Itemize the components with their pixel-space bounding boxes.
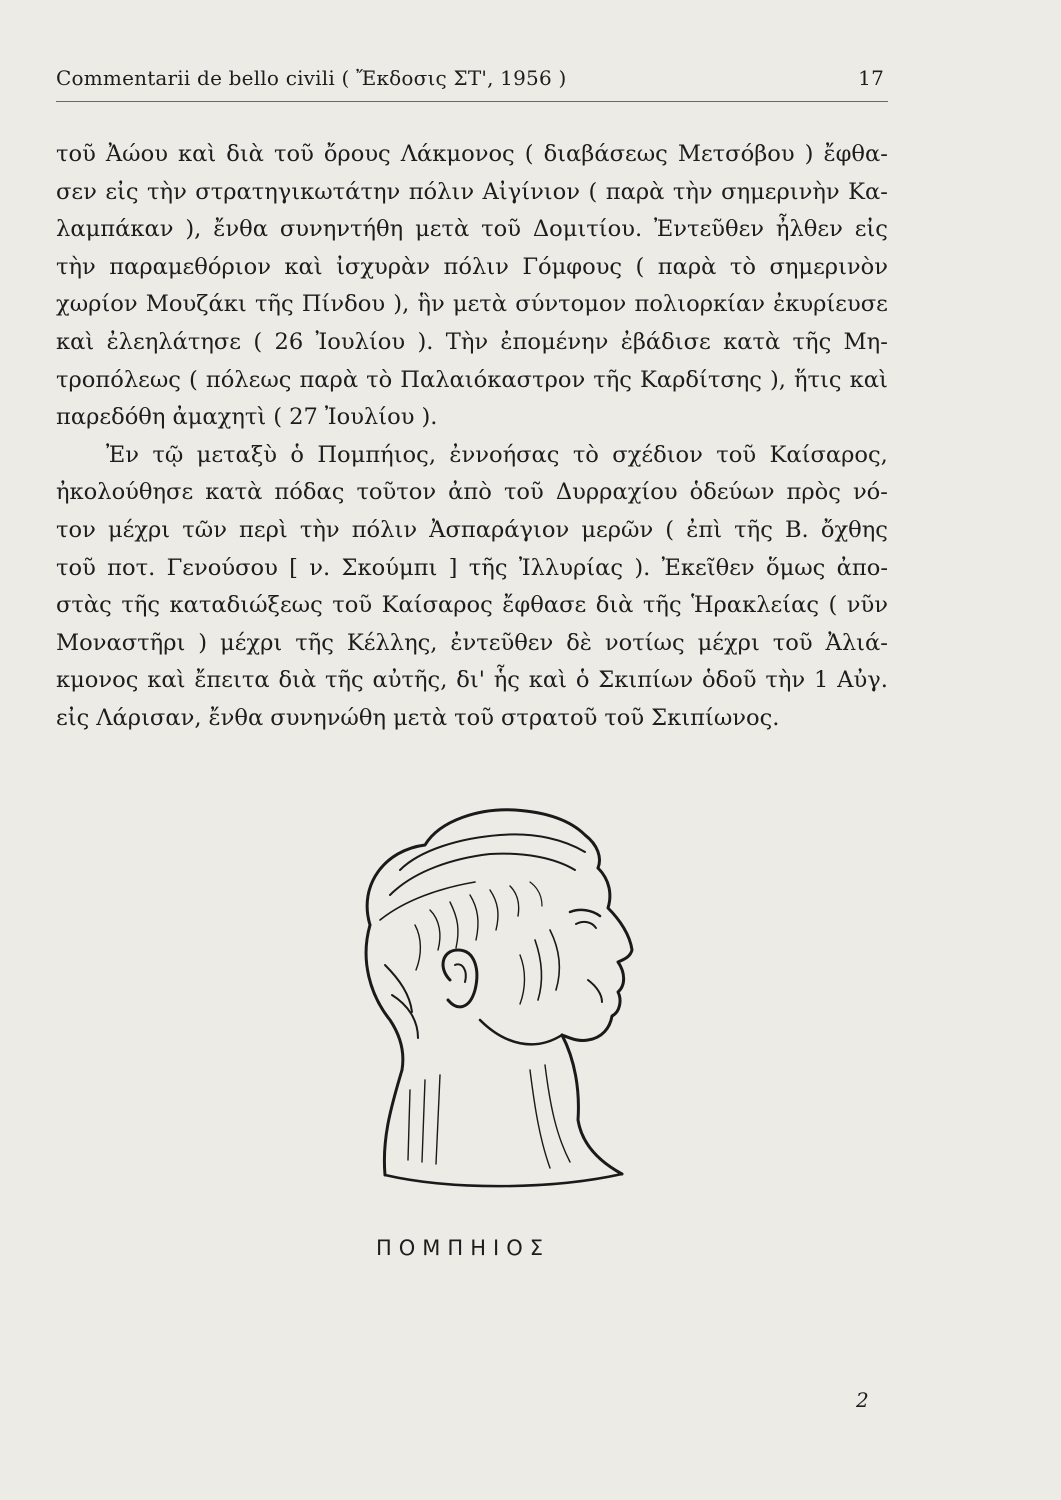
text-line: Μοναστῆρι ) μέχρι τῆς Κέλλης, ἐντεῦθεν δὲ νοτίως μέχρι τοῦ Ἀλιά-: [56, 629, 888, 656]
text-line: τοῦ Ἀώου καὶ διὰ τοῦ ὄρους Λάκμονος ( διαβάσεως Μετσόβου ) ἔφθα-: [56, 141, 888, 167]
text-line: εἰς Λάρισαν, ἔνθα συνηνώθη μετὰ τοῦ στρατοῦ τοῦ Σκιπίωνος.: [56, 704, 780, 731]
text-line: Ἐν τῷ μεταξὺ ὁ Πομπήιος, ἐννοήσας τὸ σχέδιον τοῦ Καίσαρος,: [106, 441, 888, 468]
text-line: τὴν παραμεθόριον καὶ ἰσχυρὰν πόλιν Γόμφους ( παρὰ τὸ σημερινὸν: [56, 253, 888, 280]
text-line: κμονος καὶ ἔπειτα διὰ τῆς αὐτῆς, δι' ἧς καὶ ὁ Σκιπίων ὁδοῦ τὴν 1 Αὐγ.: [56, 667, 888, 694]
running-head-title: Commentarii de bello civili ( Ἔκδοσις ΣΤ', 1956 ): [56, 66, 567, 90]
signature-mark: 2: [856, 1388, 869, 1412]
page-number: 17: [858, 66, 884, 90]
text-line: σεν εἰς τὴν στρατηγικωτάτην πόλιν Αἰγίνιον ( παρὰ τὴν σημερινὴν Κα-: [56, 178, 888, 205]
text-line: ἠκολούθησε κατὰ πόδας τοῦτον ἀπὸ τοῦ Δυρραχίου ὁδεύων πρὸς νό-: [56, 479, 888, 506]
pompey-portrait-illustration: [330, 790, 660, 1200]
text-line: καὶ ἐλεηλάτησε ( 26 Ἰουλίου ). Τὴν ἐπομένην ἐβάδισε κατὰ τῆς Μη-: [56, 328, 888, 355]
text-line: παρεδόθη ἀμαχητὶ ( 27 Ἰουλίου ).: [56, 404, 438, 431]
header-rule: [56, 101, 888, 102]
text-line: τον μέχρι τῶν περὶ τὴν πόλιν Ἀσπαράγιον μερῶν ( ἐπὶ τῆς Β. ὄχθης: [56, 516, 888, 543]
text-line: τροπόλεως ( πόλεως παρὰ τὸ Παλαιόκαστρον τῆς Καρδίτσης ), ἥτις καὶ: [56, 366, 888, 393]
figure-caption: ΠΟΜΠΗΙΟΣ: [375, 1236, 550, 1260]
text-line: στὰς τῆς καταδιώξεως τοῦ Καίσαρος ἔφθασε διὰ τῆς Ἡρακλείας ( νῦν: [56, 592, 888, 619]
body-text: [56, 136, 888, 738]
text-line: τοῦ ποτ. Γενούσου [ ν. Σκούμπι ] τῆς Ἰλλυρίας ). Ἐκεῖθεν ὅμως ἀπο-: [56, 554, 888, 581]
text-line: λαμπάκαν ), ἔνθα συνηντήθη μετὰ τοῦ Δομιτίου. Ἐντεῦθεν ἦλθεν εἰς: [56, 216, 888, 243]
text-line: χωρίον Μουζάκι τῆς Πίνδου ), ἣν μετὰ σύντομον πολιορκίαν ἐκυρίευσε: [56, 291, 888, 318]
